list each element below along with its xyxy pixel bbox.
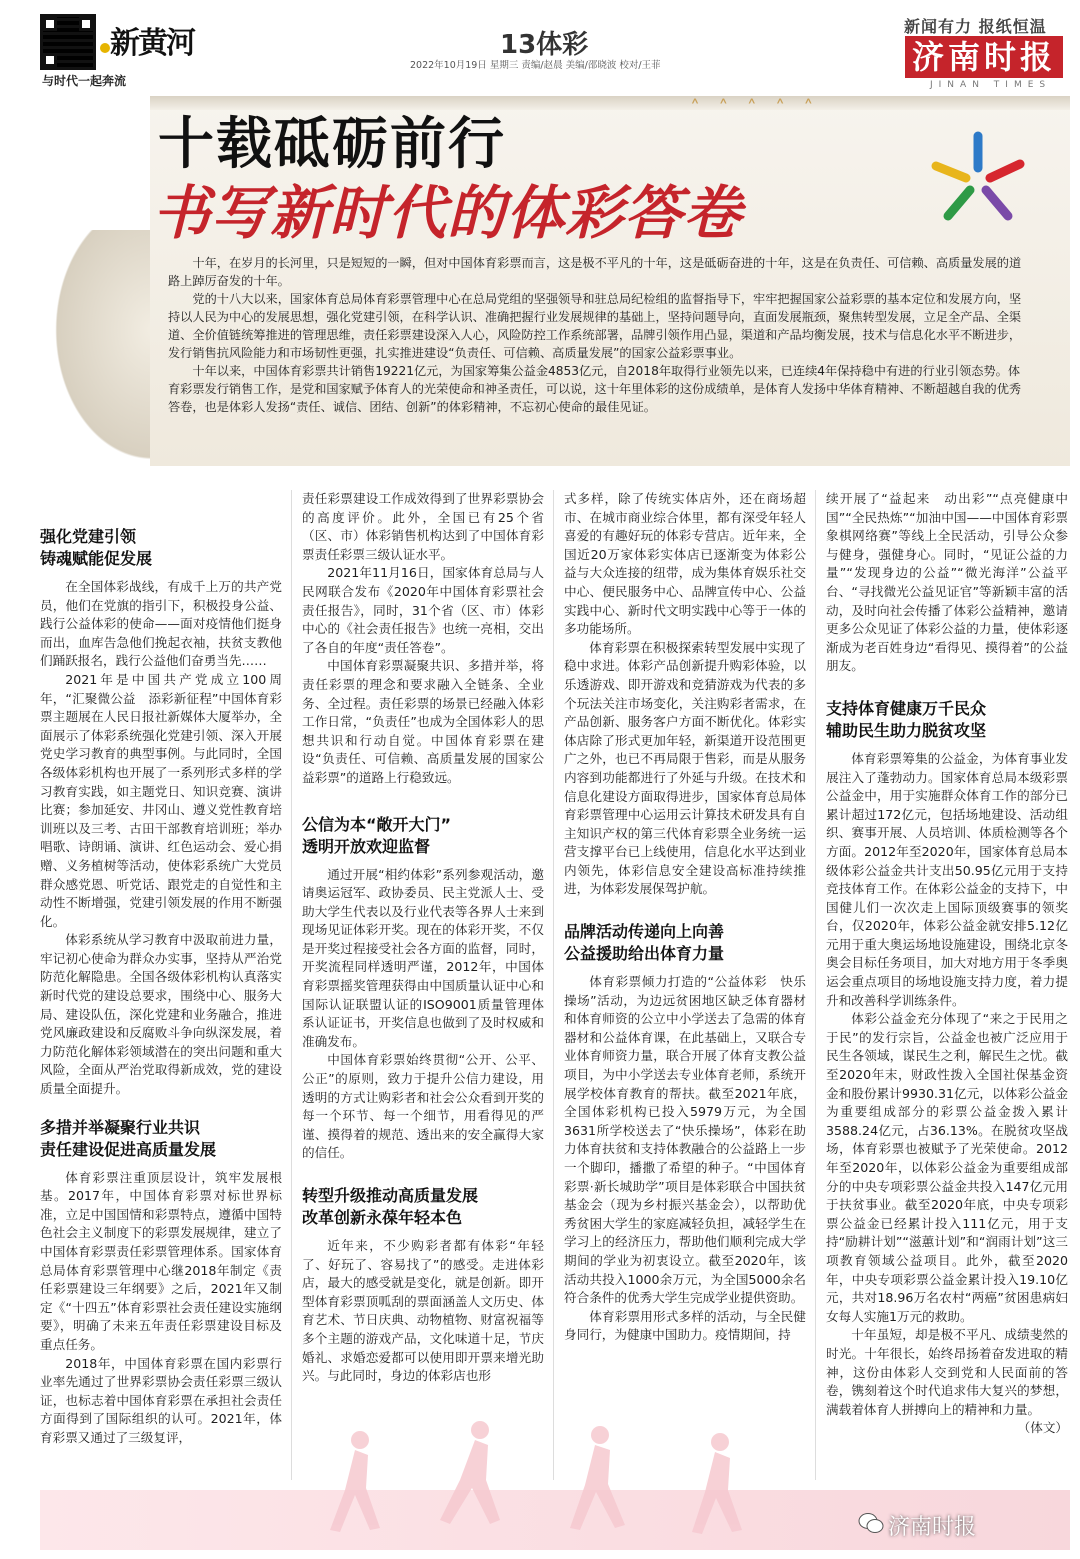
headline-line2: 书写新时代的体彩答卷 [152,179,743,247]
column-4 [826,490,1068,1438]
section-heading: 支持体育健康万千民众 辅助民生助力脱贫攻坚 [826,698,987,740]
paragraph: 中国体育彩票凝聚共识、多措并举，将责任彩票的理念和要求融入全链条、全业务、全过程。责任彩票的场景已经融入体彩工作日常，“负责任”也成为全国体彩人的思想共识和行动自觉。中国体育彩票在建设“负责任、可信赖、高质量发展的国家公益彩票”的道路上行稳致远。 [302,658,544,785]
paragraph: 体彩系统从学习教育中汲取前进力量，牢记初心使命为群众办实事，坚持从严治党防范化解隐患。全国各级体彩机构认真落实新时代党的建设总要求，围绕中心、服务大局、建设队伍，深化党建和业务融合，推进党风廉政建设和反腐败斗争向纵深发展，着力防范化解体彩领域潜在的突出问题和重大风险，全面从严治党取得新成效，党的建设质量全面提升。 [40,932,282,1097]
column-divider [291,490,292,1480]
athletes-silhouette-decoration [300,1400,800,1540]
paragraph: 式多样，除了传统实体店外，还在商场超市、在城市商业综合体里，都有深受年轻人喜爱的有趣好玩的体彩专营店。近年来，全国近20万家体彩实体店已逐渐变为体彩公益与大众连接的纽带，成为集体育娱乐社交中心、便民服务中心、品牌宣传中心、公益实践中心、新时代文明实践中心等于一体的多功能场所。 [564,491,806,637]
paragraph: 2021年是中国共产党成立100周年，“汇聚微公益 添彩新征程”中国体育彩票主题展在人民日报社新媒体大厦举办，全面展示了体彩系统强化党建引领、深入开展党史学习教育的典型事例。与此同时，全国各级体彩机构也开展了一系列形式多样的学习教育实践，如主题党日、知识竞赛、演讲比赛；参加延安、井冈山、遵义党性教育培训班以及三考、古田干部教育培训班；举办唱歌、诗朗诵、演讲、红色运动会、爱心捐赠、义务植树等活动，使体彩系统广大党员群众感党恩、听党话、跟党走的自觉性和主动性不断增强，党建引领发展的作用不断强化。 [40,671,282,929]
xinhuanghe-logo: 新黄河 [100,18,194,62]
sport-lottery-star-icon [918,128,1038,228]
paragraph: 2021年11月16日，国家体育总局与人民网联合发布《2020年中国体育彩票社会责任报告》，同时，31个省（区、市）体彩中心的《社会责任报告》也统一亮相，交出了各自的年度“责任答卷”。 [302,565,544,655]
section-heading: 公信为本“敞开大门” 透明开放欢迎监督 [302,814,452,856]
paragraph: 十年虽短，却是极不平凡、成绩斐然的时光。十年很长，始终昂扬着奋发进取的精神，这份由体彩人交到党和人民面前的答卷，镌刻着这个时代追求伟大复兴的梦想，满载着体育人拼搏向上的精神和力量。 [826,1327,1068,1417]
paragraph: 在全国体彩战线，有成千上万的共产党员，他们在党旗的指引下，积极投身公益、践行公益体彩的使命——面对疫情他们挺身而出，血库告急他们挽起衣袖，扶贫支教他们踊跃报名，践行公益他们奋勇当先…… [40,579,282,669]
signoff: （体文） [1017,1420,1068,1436]
paragraph: 责任彩票建设工作成效得到了世界彩票协会的高度评价。此外，全国已有25个省（区、市）体彩销售机构达到了中国体育彩票责任彩票三级认证水平。 [302,491,544,562]
section-heading: 多措并举凝聚行业共识 责任建设促进高质量发展 [40,1117,217,1159]
paragraph: 体育彩票注重顶层设计，筑牢发展根基。2017年，中国体育彩票对标世界标准，立足中国国情和彩票特点，遵循中国特色社会主义制度下的彩票发展规律，建立了中国体育彩票责任彩票管理体系。国家体育总局体育彩票管理中心继2018年制定《责任彩票建设三年纲要》之后，2021年又制定《“十四五”体育彩票社会责任建设实施纲要》，明确了未来五年责任彩票建设目标及重点任务。 [40,1169,282,1352]
footer-brand: 济南时报 [888,1515,977,1540]
intro-paragraph: 十年以来，中国体育彩票共计销售19221亿元，为国家筹集公益金4853亿元，自2018年取得行业领先以来，已连续4年保持稳中有进的行业引领态势。体育彩票发行销售工作，是党和国家赋予体育人的光荣使命和神圣责任，可以说，这十年里体彩的这份成绩单，是体育人发扬中华体育精神、不断超越自我的优秀答卷，也是体彩人发扬“责任、诚信、团结、创新”的体彩精神，不忘初心使命的最佳见证。 [168,364,1022,414]
paragraph: 体育彩票用形式多样的活动，与全民健身同行，为健康中国助力。疫情期间，持 [564,1308,806,1343]
section-heading: 品牌活动传递向上向善 公益援助给出体育力量 [564,922,725,964]
intro-paragraph: 党的十八大以来，国家体育总局体育彩票管理中心在总局党组的坚强领导和驻总局纪检组的监督指导下，牢牢把握国家公益彩票的基本定位和发展方向，坚持以人民为中心的发展思想，强化党建引领，在科学认识、准确把握行业发展规律的基础上，坚持问题导向，直面发展瓶颈，聚焦转型发展，立足全产品、全渠道、全价值链统筹推进的管理思维，责任彩票建设深入人心，风险防控工作系统部署，品牌引领作用凸显，渠道和产品均衡发展，技术与信息化水平不断进步，发行销售抗风险能力和市场韧性更强，扎实推进建设“负责任、可信赖、高质量发展”的国家公益彩票事业。 [168,292,1022,360]
paragraph: 中国体育彩票始终贯彻“公开、公平、公正”的原则，致力于提升公信力建设，用透明的方式让购彩者和社会公众看到开奖的每一个环节、每一个细节，用看得见的严谨、摸得着的规范、透出来的安全赢得大家的信任。 [302,1052,544,1161]
section-heading: 转型升级推动高质量发展 改革创新永葆年轻本色 [302,1186,479,1227]
column-3 [564,490,806,1345]
paragraph: 体育彩票倾力打造的“公益体彩 快乐操场”活动，为边远贫困地区缺乏体育器材和体育师资的公立中小学送去了急需的体育器材和公益体育课，在此基础上，又联合专业体育师资力量，联合开展了体育支教公益项目，为中小学送去专业体育老师，系统开展学校体育教育的帮扶。截至2021年底，全国体彩机构已投入5979万元，为全国3631所学校送去了“快乐操场”，体彩在助力体育扶贫和支持体教融合的公益路上一步一个脚印，播撒了希望的种子。“中国体育彩票·新长城助学”项目是体彩联合中国扶贫基金会（现为乡村振兴基金会），以帮助优秀贫困大学生的家庭减轻负担，减轻学生在学习上的经济压力，帮助他们顺利完成大学期间的学业为初衷设立。截至2020年，该活动共投入1000余万元，为全国5000余名符合条件的优秀大学生完成学业提供资助。 [564,974,806,1306]
wechat-icon [858,1512,884,1534]
jinan-times-sub: JINAN TIMES [930,80,1052,90]
paragraph: 体育彩票在积极探索转型发展中实现了稳中求进。体彩产品创新提升购彩体验，以乐透游戏、即开游戏和竞猜游戏为代表的多个玩法关注市场变化，关注购彩者需求，在产品创新、服务客户方面不断优化。体彩实体店除了形式更加年轻，新渠道开设范围更广之外，也已不再局限于售彩，而是从服务内容到功能都进行了外延与升级。在技术和信息化建设方面取得进步，国家体育总局体育彩票管理中心运用云计算技术研发具有自主知识产权的第三代体育彩票全业务统一运营支撑平台已上线使用，信息化水平达到业内领先，体彩信息安全建设高标准持续推进，为体彩发展保驾护航。 [564,639,806,897]
paragraph: 体育彩票筹集的公益金，为体育事业发展注入了蓬勃动力。国家体育总局本级彩票公益金中，用于实施群众体育工作的部分已累计超过172亿元，包括场地建设、活动组织、赛事开展、人员培训、体质检测等各个方面。2012年至2020年，国家体育总局本级体彩公益金共计支出50.95亿元用于支持竞技体育工作。在体彩公益金的支持下，中国健儿们一次次走上国际顶级赛事的领奖台，仅2020年，体彩公益金就安排5.12亿元用于重大奥运场地设施建设，围绕北京冬奥会目标任务项目，加大对地方用于冬季奥运会重点项目的场地设施支持力度，着力提升和改善科学训练条件。 [826,750,1068,1008]
page-meta: 2022年10月19日 星期三 责编/赵晨 美编/邵晓波 校对/王菲 [410,60,661,71]
left-slogan: 与时代一起奔流 [42,74,127,88]
birds-decoration: ˄ ˄ ˄ ˄ ˄ [690,96,820,120]
column-2 [302,490,544,1386]
intro-text [168,254,1024,416]
jinan-times-logo: 济南时报 [905,36,1063,78]
column-1 [40,520,282,1448]
paragraph: 体彩公益金充分体现了“来之于民用之于民”的发行宗旨，公益金也被广泛应用于民生各领域，谋民生之利，解民生之忧。截至2020年末，财政性拨入全国社保基金资金和股份累计9930.31亿元，以体彩公益金为重要组成部分的彩票公益金拨入累计3588.24亿元，占36.13%。在脱贫攻坚战场，体育彩票也被赋予了光荣使命。2012年至2020年，以体彩公益金为重要组成部分的中央专项彩票公益金共投入147亿元用于扶贫事业。截至2020年底，中央专项彩票公益金已经累计投入111亿元，用于支持“励耕计划”“滋蕙计划”和“润雨计划”这三项教育领域公益项目。此外，截至2020年，中央专项彩票公益金累计投入19.10亿元，共对18.96万名农村“两癌”贫困患病妇女每人实施1万元的救助。 [826,1011,1068,1324]
paragraph: 2018年，中国体育彩票在国内彩票行业率先通过了世界彩票协会责任彩票三级认证，也标志着中国体育彩票在承担社会责任方面得到了国际组织的认可。2021年，体育彩票又通过了三级复评， [40,1355,282,1445]
paragraph: 通过开展“相约体彩”系列参观活动，邀请奥运冠军、政协委员、民主党派人士、受助大学生代表以及行业代表等各界人士来到现场见证体彩开奖。现在的体彩开奖，不仅是开奖过程接受社会各方面的监督，同时，开奖流程同样透明严谨，2012年，中国体育彩票摇奖管理获得由中国质量认证中心和国际认证联盟认证的ISO9001质量管理体系认证证书，开奖信息也做到了及时权威和准确发布。 [302,866,544,1049]
column-divider [815,490,816,1480]
section-heading: 强化党建引领 铸魂赋能促发展 [40,527,153,568]
page-title: 13体彩 [500,30,589,60]
qr-code [40,14,96,70]
paragraph: 续开展了“益起来 动出彩”“点亮健康中国”“全民热炼”“加油中国——中国体育彩票象棋网络赛”等线上全民活动，引导公众参与健身，强健身心。同时，“见证公益的力量”“发现身边的公益”“微光海洋”公益平台、“寻找微光公益见证官”等新颖丰富的活动，及时向社会传播了体彩公益精神，邀请更多公众见证了体彩公益的力量，使体彩逐渐成为老百姓身边“看得见、摸得着”的公益朋友。 [826,491,1068,674]
right-slogan: 新闻有力 报纸恒温 [904,17,1047,36]
column-divider [553,490,554,1480]
paragraph: 近年来，不少购彩者都有体彩“年轻了、好玩了、容易找了”的感受。走进体彩店，最大的感受就是变化，就是创新。即开型体育彩票顶呱刮的票面涵盖人文历史、体育艺术、节日庆典、动物植物、财富祝福等多个主题的游戏产品，文化味道十足，节庆婚礼、求婚恋爱都可以使用即开票来增光助兴。与此同时，身边的体彩店也形 [302,1238,544,1384]
headline-line1: 十载砥砺前行 [158,112,506,177]
intro-paragraph: 十年，在岁月的长河里，只是短短的一瞬，但对中国体育彩票而言，这是极不平凡的十年，这是砥砺奋进的十年，这是在负责任、可信赖、高质量发展的道路上踔厉奋发的十年。 [168,256,1022,288]
